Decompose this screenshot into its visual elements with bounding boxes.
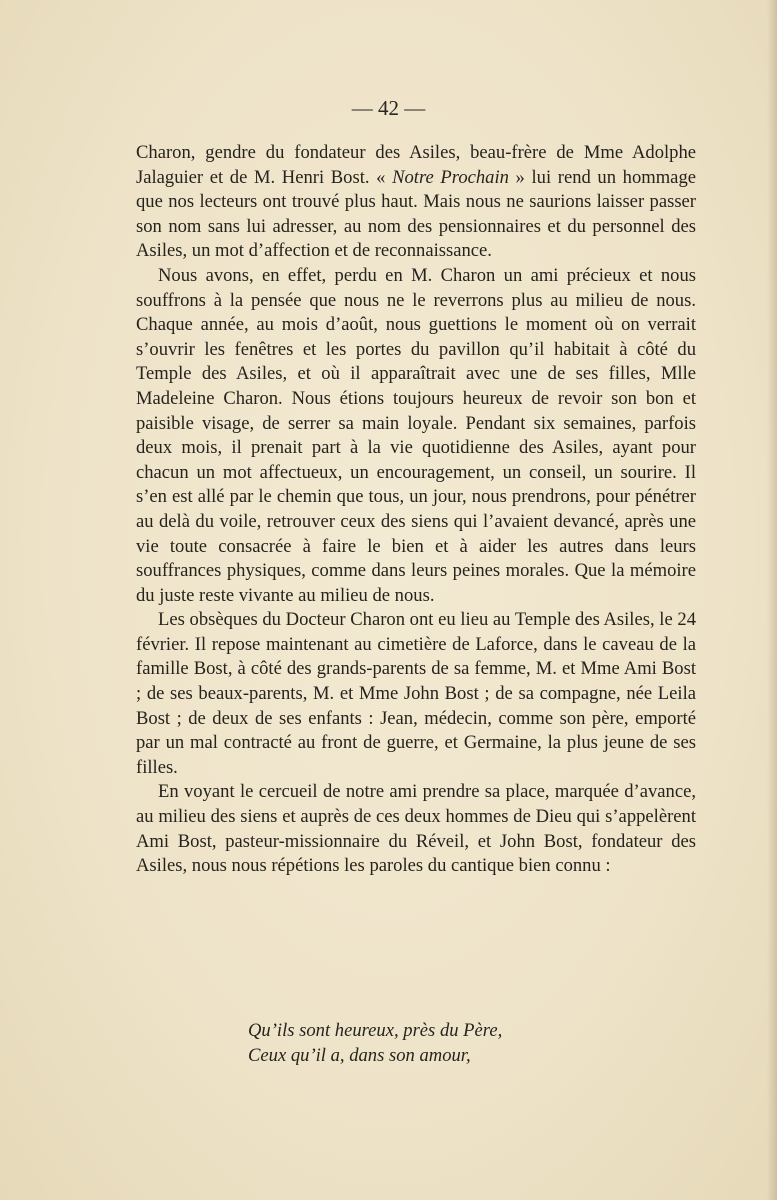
journal-title: Notre Prochain	[392, 166, 509, 188]
verse-line-1: Qu’ils sont heureux, près du Père,	[248, 1020, 503, 1041]
paragraph-2: Nous avons, en effet, perdu en M. Charon un ami précieux et nous souffrons à la pensée que nous ne le reverrons plus au milieu de nous. Chaque année, au mois d’août, nous guettions le moment où on verrait s’ouvrir les fenêtres et les portes du pavillon qu’il habitait à côté du Temple des Asiles, et où il apparaîtrait avec une de ses filles, Mlle Madeleine Charon. Nous étions toujours heureux de revoir son bon et paisible visage, de serrer sa main loyale. Pendant six semaines, parfois deux mois, il prenait part à la vie quotidienne des Asiles, ayant pour chacun un mot affectueux, un encouragement, un conseil, un sourire. Il s’en est allé par le chemin que tous, un jour, nous prendrons, pour pénétrer au delà du voile, retrouver ceux des siens qui l’avaient devancé, après une vie toute consacrée à faire le bien et à aider les autres dans leurs souffrances physiques, comme dans leurs peines morales. Que la mémoire du juste reste vivante au milieu de nous.	[136, 264, 696, 606]
body-text	[136, 141, 696, 879]
paragraph-1-part-b: » lui rend un hommage que nos lecteurs ont trouvé plus haut. Mais nous ne saurions laisser passer son nom sans lui adresser, au nom des pensionnaires et du personnel des Asiles, un mot d’affection et de reconnaissance.	[136, 166, 696, 262]
paragraph-1	[136, 141, 696, 264]
paragraph-1-part-a: Charon, gendre du fondateur des Asiles, beau-frère de Mme Adolphe Jalaguier et de M. Henri Bost. «	[136, 142, 696, 188]
verse-line-2: Ceux qu’il a, dans son amour,	[248, 1045, 471, 1066]
page-edge-shadow	[767, 0, 777, 1200]
paragraph-4: En voyant le cercueil de notre ami prendre sa place, marquée d’avance, au milieu des siens et auprès de ces deux hommes de Dieu qui s’appelèrent Ami Bost, pasteur-missionnaire du Réveil, et John Bost, fondateur des Asiles, nous nous répétions les paroles du cantique bien connu :	[136, 781, 696, 877]
paragraph-3: Les obsèques du Docteur Charon ont eu lieu au Temple des Asiles, le 24 février. Il repose maintenant au cimetière de Laforce, dans le caveau de la famille Bost, à côté des grands-parents de sa femme, M. et Mme Ami Bost ; de ses beaux-parents, M. et Mme John Bost ; de sa compagne, née Leila Bost ; de deux de ses enfants : Jean, médecin, comme son père, emporté par un mal contracté au front de guerre, et Germaine, la plus jeune de ses filles.	[136, 609, 696, 778]
page-number: — 42 —	[351, 96, 426, 120]
hymn-verse	[248, 1018, 502, 1068]
